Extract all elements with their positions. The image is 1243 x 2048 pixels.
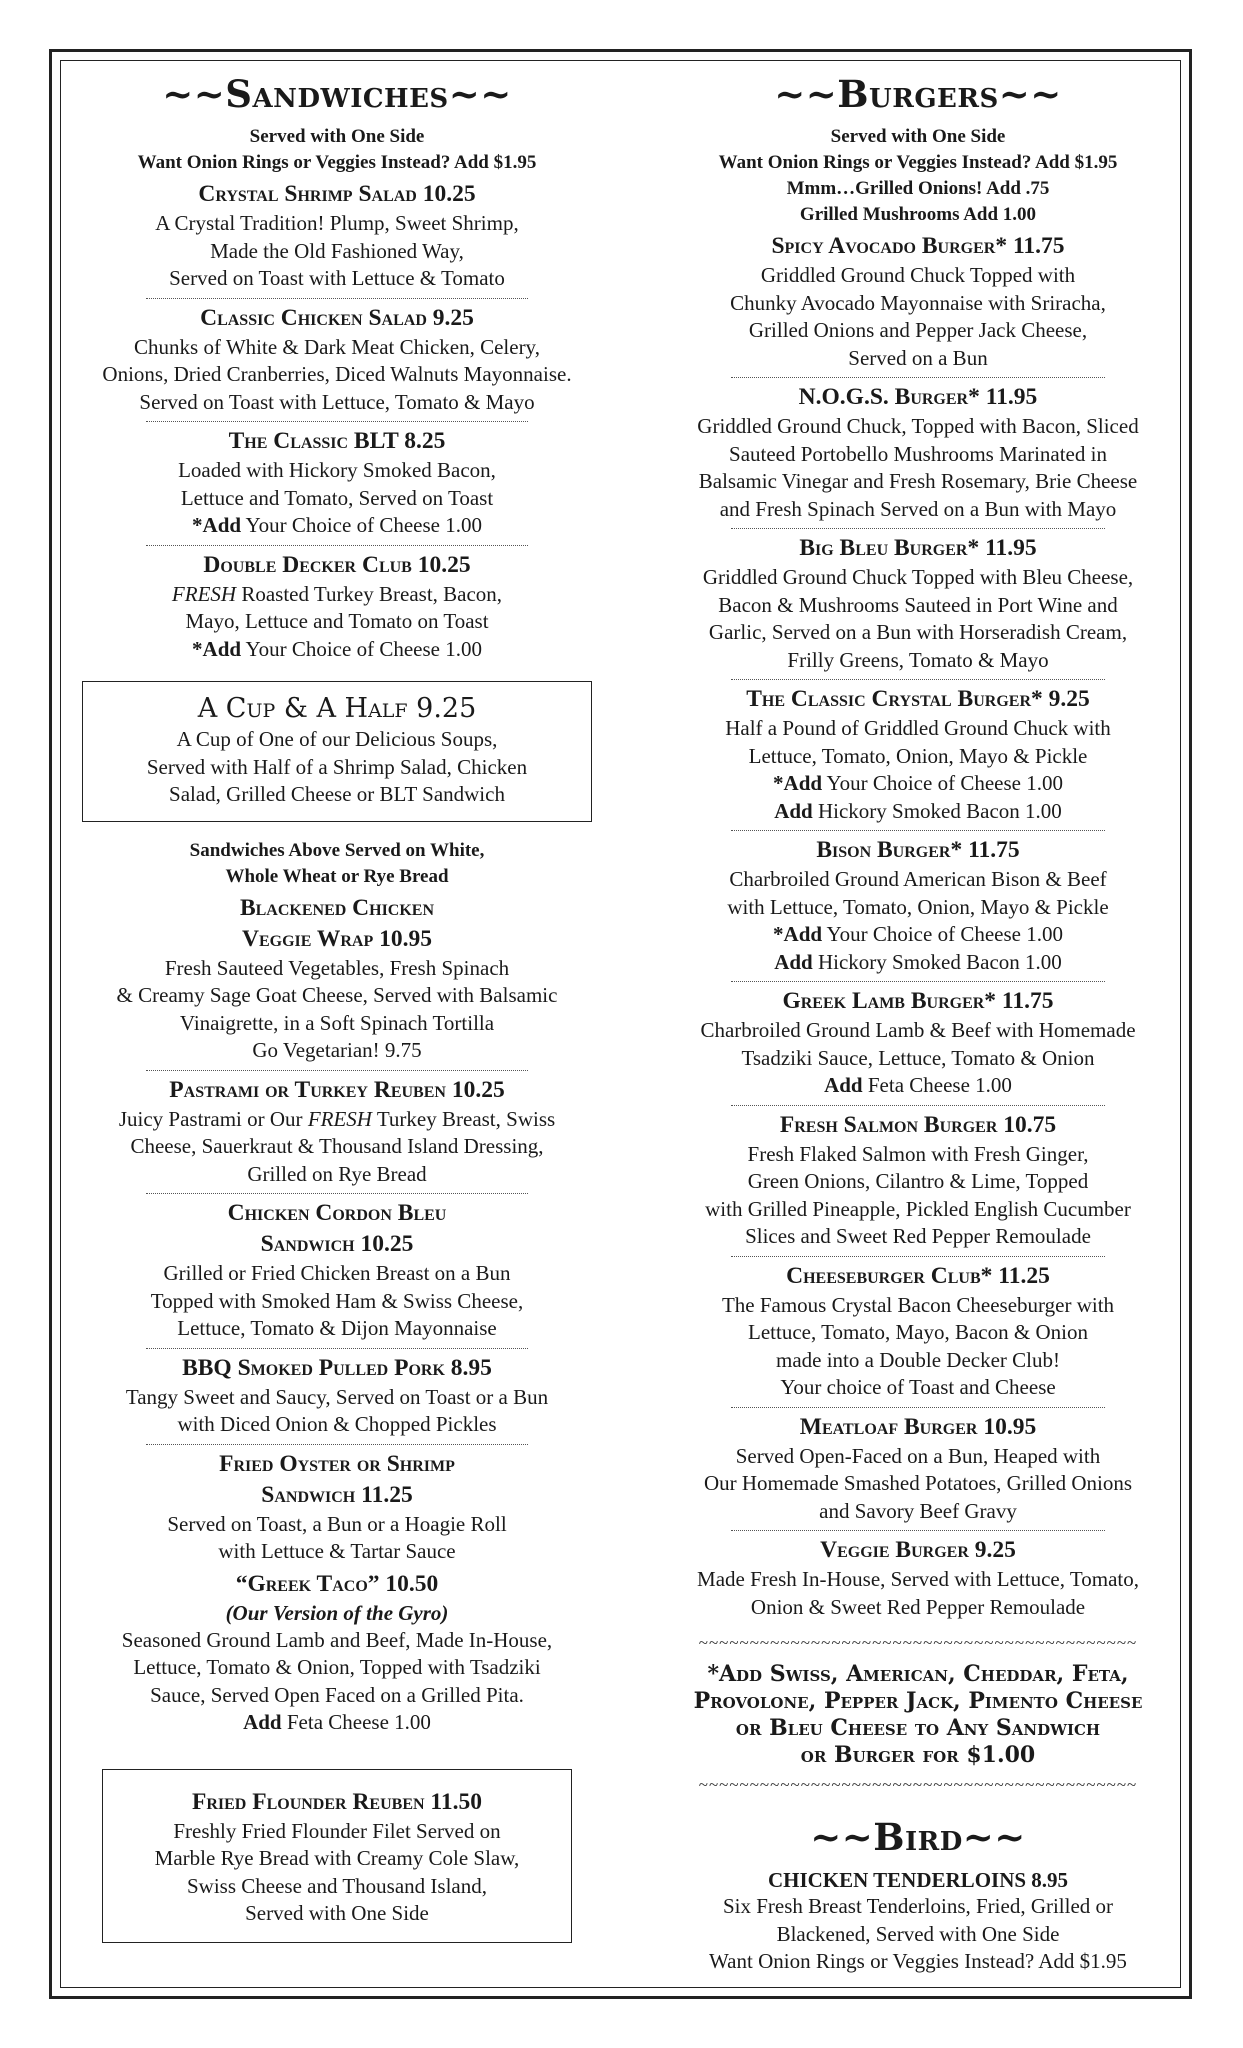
- item-title: Crystal Shrimp Salad 10.25: [198, 181, 476, 207]
- desc-line: Lettuce, Tomato & Onion, Topped with Tsadziki: [133, 1655, 541, 1679]
- item-title: A Cup & A Half 9.25: [197, 693, 477, 724]
- item-title: The Classic BLT 8.25: [228, 428, 446, 454]
- desc-line: Served on Toast, a Bun or a Hoagie Roll: [167, 1511, 507, 1536]
- desc-text: Juicy Pastrami or Our: [118, 1106, 308, 1131]
- item-title: Double Decker Club 10.25: [203, 551, 471, 578]
- divider: [731, 1407, 1105, 1408]
- desc-line: with Grilled Pineapple, Pickled English Cucumber: [705, 1196, 1131, 1221]
- desc-line: with Lettuce & Tartar Sauce: [218, 1539, 456, 1563]
- desc-line: Served on Toast with Lettuce & Tomato: [169, 266, 505, 290]
- desc-line: Charbroiled Ground Lamb & Beef with Homemade: [700, 1018, 1136, 1042]
- item-title: Fried Oyster or Shrimp: [219, 1450, 455, 1477]
- desc-line: Griddled Ground Chuck Topped with: [760, 263, 1076, 287]
- addon-text: Feta Cheese 1.00: [281, 1710, 431, 1734]
- menu-item: [658, 1261, 1178, 1402]
- desc-line: The Famous Crystal Bacon Cheeseburger with: [721, 1292, 1115, 1317]
- bread-note: Sandwiches Above Served on White,: [189, 839, 485, 861]
- menu-item: [72, 550, 602, 664]
- desc-line: and Fresh Spinach Served on a Bun with Mayo: [719, 496, 1117, 521]
- item-title: “Greek Taco” 10.50: [235, 1570, 439, 1597]
- desc-line: Served with One Side: [245, 1901, 429, 1925]
- addon-line: [658, 1072, 1178, 1100]
- menu-item: [72, 1449, 602, 1566]
- item-description: [658, 1893, 1178, 1976]
- item-description: [658, 564, 1178, 674]
- addon-label: Add: [824, 1073, 863, 1097]
- item-title: Classic Chicken Salad 9.25: [200, 304, 474, 331]
- item-description: [72, 1627, 602, 1737]
- desc-line: Griddled Ground Chuck Topped with Bleu Cheese,: [702, 565, 1134, 589]
- item-title: Fried Flounder Reuben 11.50: [191, 1788, 483, 1815]
- divider: [146, 421, 528, 422]
- cup-and-half-box: [82, 681, 592, 822]
- desc-line: with Diced Onion & Chopped Pickles: [177, 1412, 497, 1436]
- item-title: The Classic Crystal Burger* 9.25: [746, 686, 1090, 712]
- menu-item: [72, 1569, 602, 1737]
- divider: [146, 298, 528, 299]
- item-title: CHICKEN TENDERLOINS 8.95: [767, 1868, 1069, 1892]
- item-description: [72, 1511, 602, 1566]
- item-description: [72, 1260, 602, 1343]
- fresh-emphasis: FRESH: [171, 581, 237, 606]
- burgers-mushroom-note: Grilled Mushrooms Add 1.00: [799, 204, 1037, 225]
- desc-line: Served Open-Faced on a Bun, Heaped with: [735, 1443, 1101, 1468]
- bird-heading: ~~Bird~~: [810, 1815, 1026, 1859]
- divider: [146, 1348, 528, 1349]
- addon-line: [658, 798, 1178, 826]
- desc-line: Fresh Flaked Salmon with Fresh Ginger,: [747, 1141, 1089, 1166]
- desc-line: Sauteed Portobello Mushrooms Marinated in: [729, 441, 1107, 466]
- addon-label: *Add: [192, 636, 242, 661]
- divider: [731, 1105, 1105, 1106]
- divider: [731, 528, 1105, 529]
- addon-label: *Add: [773, 922, 823, 946]
- desc-line: Served on Toast with Lettuce, Tomato & Mayo: [139, 389, 535, 414]
- item-description: [658, 715, 1178, 825]
- divider: [731, 377, 1105, 378]
- desc-line: Made Fresh In-House, Served with Lettuce, Tomato,: [697, 1567, 1139, 1591]
- item-description: [658, 1566, 1178, 1621]
- tilde-divider: ~~~~~~~~~~~~~~~~~~~~~~~~~~~~~~~~~~~~~~~~~~~: [698, 1777, 1138, 1793]
- desc-line: Vinaigrette, in a Soft Spinach Tortilla: [179, 1010, 495, 1035]
- item-description: [658, 1141, 1178, 1251]
- addon-line: [658, 770, 1178, 798]
- note-line: or Bleu Cheese to Any Sandwich: [735, 1715, 1101, 1741]
- desc-line: Slices and Sweet Red Pepper Remoulade: [745, 1224, 1091, 1248]
- tilde-divider: ~~~~~~~~~~~~~~~~~~~~~~~~~~~~~~~~~~~~~~~~~~~: [698, 1635, 1138, 1651]
- desc-line: Swiss Cheese and Thousand Island,: [187, 1873, 487, 1898]
- menu-item: [72, 303, 602, 417]
- item-description: [91, 726, 583, 809]
- menu-item: [658, 1110, 1178, 1251]
- desc-line: Green Onions, Cilantro & Lime, Topped: [747, 1169, 1089, 1193]
- item-description: [72, 1384, 602, 1439]
- item-title: BBQ Smoked Pulled Pork 8.95: [182, 1354, 492, 1381]
- desc-line: Grilled Onions and Pepper Jack Cheese,: [748, 318, 1088, 342]
- desc-line: [72, 581, 602, 609]
- desc-line: Garlic, Served on a Bun with Horseradish Cream,: [708, 620, 1128, 644]
- divider: [731, 1256, 1105, 1257]
- item-description: [658, 1292, 1178, 1402]
- bread-note: Whole Wheat or Rye Bread: [225, 865, 449, 887]
- desc-line: Chunky Avocado Mayonnaise with Sriracha,: [730, 290, 1106, 315]
- desc-line: Half a Pound of Griddled Ground Chuck with: [725, 716, 1111, 740]
- divider: [731, 1530, 1105, 1531]
- addon-line: [658, 921, 1178, 949]
- desc-line: Lettuce, Tomato, Onion, Mayo & Pickle: [748, 743, 1088, 768]
- desc-line: made into a Double Decker Club!: [776, 1347, 1060, 1372]
- desc-line: Mayo, Lettuce and Tomato on Toast: [185, 609, 489, 633]
- addon-text: Your Choice of Cheese 1.00: [822, 771, 1063, 795]
- burgers-onion-note: Mmm…Grilled Onions! Add .75: [786, 178, 1050, 199]
- divider: [146, 1070, 528, 1071]
- item-description: [72, 334, 602, 417]
- sandwiches-column: [72, 72, 602, 1943]
- addon-text: Your Choice of Cheese 1.00: [241, 636, 482, 661]
- desc-line: Lettuce and Tomato, Served on Toast: [180, 485, 494, 510]
- addon-line: [72, 636, 602, 664]
- desc-line: with Lettuce, Tomato, Onion, Mayo & Pickle: [727, 894, 1109, 919]
- menu-item: [72, 426, 602, 540]
- addon-label: Add: [774, 949, 813, 974]
- item-title: Veggie Wrap 10.95: [241, 925, 432, 952]
- cheese-addon-note: [666, 1661, 1170, 1769]
- item-description: [72, 581, 602, 664]
- desc-text: Roasted Turkey Breast, Bacon,: [236, 581, 503, 606]
- item-description: [658, 413, 1178, 523]
- desc-line: A Crystal Tradition! Plump, Sweet Shrimp,: [155, 211, 519, 235]
- note-line: Provolone, Pepper Jack, Pimento Cheese: [693, 1688, 1143, 1714]
- note-line: *Add Swiss, American, Cheddar, Feta,: [707, 1661, 1129, 1687]
- desc-line: and Savory Beef Gravy: [819, 1498, 1017, 1523]
- sandwiches-side-note: Served with One Side: [249, 126, 425, 147]
- menu-item: [72, 1198, 602, 1343]
- menu-item: [658, 231, 1178, 372]
- desc-text: Turkey Breast, Swiss: [371, 1106, 556, 1131]
- note-line: or Burger for $1.00: [800, 1742, 1036, 1768]
- desc-line: Salad, Grilled Cheese or BLT Sandwich: [169, 782, 505, 806]
- addon-text: Feta Cheese 1.00: [862, 1073, 1012, 1097]
- desc-line: Freshly Fried Flounder Filet Served on: [173, 1818, 501, 1843]
- item-description: [658, 262, 1178, 372]
- desc-line: Your choice of Toast and Cheese: [780, 1375, 1056, 1399]
- item-description: [72, 210, 602, 293]
- desc-line: Cheese, Sauerkraut & Thousand Island Dressing,: [130, 1134, 544, 1158]
- item-description: [658, 1017, 1178, 1100]
- item-title: Bison Burger* 11.75: [816, 837, 1020, 863]
- menu-item: [72, 179, 602, 293]
- desc-line: Grilled or Fried Chicken Breast on a Bun: [163, 1261, 511, 1285]
- burgers-heading: ~~Burgers~~: [774, 72, 1062, 116]
- sandwiches-upgrade-note: Want Onion Rings or Veggies Instead? Add $1.95: [137, 152, 537, 173]
- desc-line: Tangy Sweet and Saucy, Served on Toast or a Bun: [125, 1384, 549, 1409]
- fresh-emphasis: FRESH: [307, 1106, 372, 1131]
- desc-line: Served with Half of a Shrimp Salad, Chicken: [146, 754, 528, 779]
- desc-line: Bacon & Mushrooms Sauteed in Port Wine and: [718, 592, 1118, 617]
- menu-item: [72, 1075, 602, 1189]
- item-title: Pastrami or Turkey Reuben 10.25: [169, 1076, 505, 1103]
- desc-line: Onions, Dried Cranberries, Diced Walnuts Mayonnaise.: [102, 362, 572, 386]
- burgers-upgrade-note: Want Onion Rings or Veggies Instead? Add $1.95: [718, 152, 1118, 173]
- desc-line: Fresh Sauteed Vegetables, Fresh Spinach: [164, 955, 510, 980]
- item-description: [658, 1443, 1178, 1526]
- item-title: Big Bleu Burger* 11.95: [799, 535, 1037, 561]
- desc-line: Six Fresh Breast Tenderloins, Fried, Grilled or: [722, 1894, 1114, 1918]
- item-description: [111, 1818, 563, 1928]
- desc-line: Our Homemade Smashed Potatoes, Grilled Onions: [703, 1471, 1133, 1495]
- item-title: Chicken Cordon Bleu: [227, 1200, 447, 1226]
- addon-line: [72, 512, 602, 540]
- menu-item: [658, 1412, 1178, 1526]
- desc-line: A Cup of One of our Delicious Soups,: [176, 727, 498, 751]
- addon-label: Add: [774, 798, 813, 823]
- desc-line: Balsamic Vinegar and Fresh Rosemary, Brie Cheese: [698, 469, 1138, 493]
- item-title: Veggie Burger 9.25: [820, 1537, 1016, 1563]
- item-description: [72, 955, 602, 1065]
- menu-item: [658, 1535, 1178, 1621]
- menu-item: [658, 835, 1178, 976]
- desc-line: Tsadziki Sauce, Lettuce, Tomato & Onion: [741, 1045, 1095, 1070]
- addon-text: Your Choice of Cheese 1.00: [822, 922, 1063, 946]
- menu-item: [658, 1867, 1178, 1976]
- sandwiches-heading: ~~Sandwiches~~: [162, 72, 512, 116]
- desc-line: Blackened, Served with One Side: [776, 1921, 1060, 1946]
- item-description: [72, 457, 602, 540]
- desc-line: Lettuce, Tomato & Dijon Mayonnaise: [177, 1316, 497, 1340]
- addon-text: Your Choice of Cheese 1.00: [241, 513, 482, 537]
- burgers-column: [658, 72, 1178, 1976]
- desc-line: Chunks of White & Dark Meat Chicken, Celery,: [134, 334, 540, 359]
- item-title: N.O.G.S. Burger* 11.95: [798, 384, 1038, 410]
- divider: [731, 981, 1105, 982]
- item-title: Blackened Chicken: [239, 894, 435, 921]
- desc-line: Griddled Ground Chuck, Topped with Bacon, Sliced: [697, 414, 1139, 438]
- addon-text: Hickory Smoked Bacon 1.00: [812, 949, 1062, 974]
- addon-text: Hickory Smoked Bacon 1.00: [812, 798, 1062, 823]
- desc-line: Served on a Bun: [848, 345, 988, 370]
- addon-label: Add: [243, 1710, 282, 1734]
- addon-line: [72, 1709, 602, 1737]
- item-title: Cheeseburger Club* 11.25: [786, 1262, 1050, 1289]
- desc-line: Want Onion Rings or Veggies Instead? Add $1.95: [709, 1949, 1127, 1973]
- desc-line: Loaded with Hickory Smoked Bacon,: [178, 458, 496, 482]
- divider: [146, 1444, 528, 1445]
- item-title: Sandwich 10.25: [260, 1231, 414, 1257]
- divider: [731, 679, 1105, 680]
- menu-item: [658, 684, 1178, 825]
- item-subtitle: (Our Version of the Gyro): [225, 1600, 449, 1625]
- item-description: [658, 866, 1178, 976]
- item-title: Spicy Avocado Burger* 11.75: [771, 233, 1065, 259]
- divider: [146, 1193, 528, 1194]
- item-title: Greek Lamb Burger* 11.75: [782, 988, 1054, 1014]
- desc-line: Onion & Sweet Red Pepper Remoulade: [750, 1594, 1086, 1619]
- desc-line: [72, 1106, 602, 1134]
- addon-label: *Add: [192, 513, 242, 537]
- menu-item: [658, 533, 1178, 674]
- desc-line: Sauce, Served Open Faced on a Grilled Pita.: [150, 1682, 524, 1707]
- menu-item: [658, 986, 1178, 1100]
- desc-line: Topped with Smoked Ham & Swiss Cheese,: [150, 1288, 524, 1313]
- menu-item: [658, 382, 1178, 523]
- burgers-side-note: Served with One Side: [830, 126, 1006, 147]
- item-title: Meatloaf Burger 10.95: [799, 1413, 1037, 1440]
- desc-line: & Creamy Sage Goat Cheese, Served with Balsamic: [116, 983, 558, 1007]
- addon-label: *Add: [773, 771, 823, 795]
- divider: [731, 830, 1105, 831]
- item-title: Sandwich 11.25: [261, 1481, 413, 1508]
- desc-line: Lettuce, Tomato, Mayo, Bacon & Onion: [748, 1320, 1088, 1344]
- divider: [146, 545, 528, 546]
- addon-line: [658, 949, 1178, 977]
- menu-item: [72, 1353, 602, 1439]
- menu-item: [72, 893, 602, 1065]
- desc-line: Seasoned Ground Lamb and Beef, Made In-House,: [121, 1627, 553, 1652]
- desc-line: Marble Rye Bread with Creamy Cole Slaw,: [154, 1846, 520, 1870]
- item-description: [72, 1106, 602, 1189]
- desc-line: Charbroiled Ground American Bison & Beef: [729, 867, 1107, 891]
- desc-line: Grilled on Rye Bread: [247, 1161, 427, 1186]
- desc-line: Go Vegetarian! 9.75: [252, 1038, 422, 1062]
- desc-line: Made the Old Fashioned Way,: [210, 238, 464, 263]
- item-title: Fresh Salmon Burger 10.75: [779, 1111, 1057, 1138]
- flounder-box: [102, 1769, 572, 1943]
- desc-line: Frilly Greens, Tomato & Mayo: [787, 647, 1049, 672]
